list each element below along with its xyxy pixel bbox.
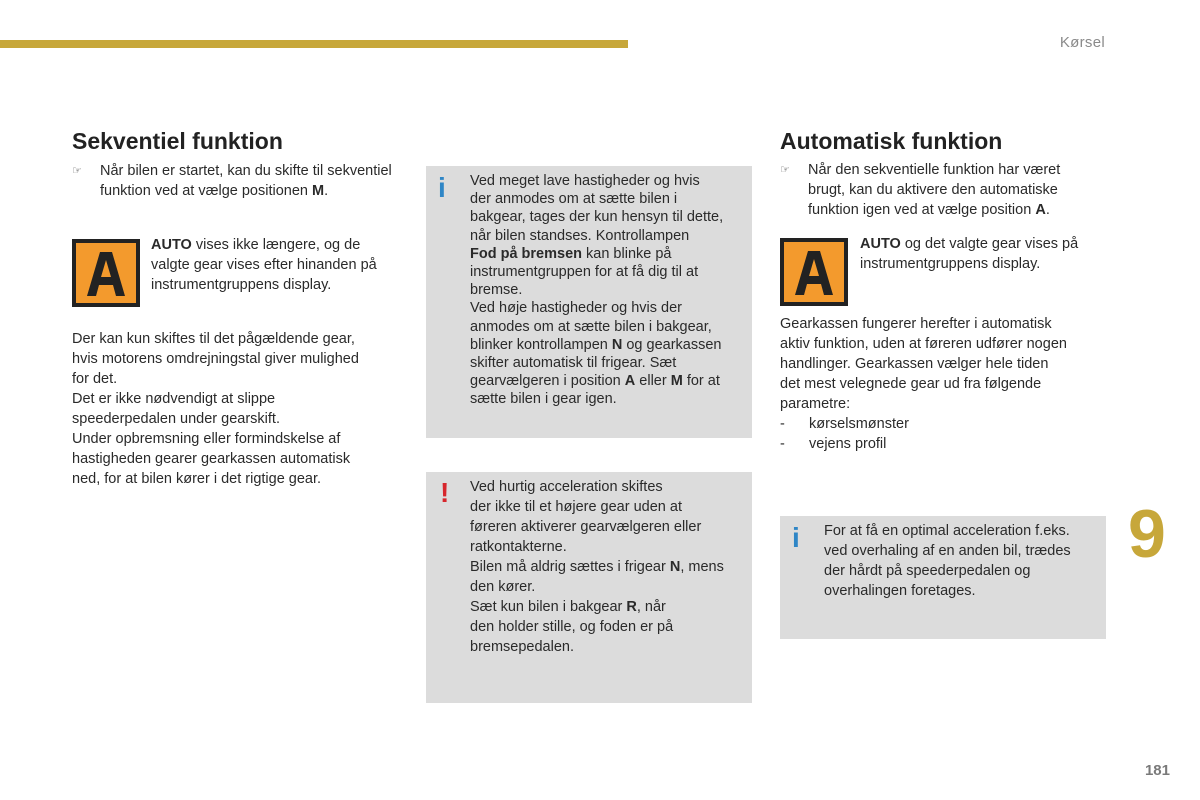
info-box-text: Ved meget lave hastigheder og hvis der anmodes om at sætte bilen i bakgear, tages der kun hensyn til dette, når bilen standses. Kontrollampen Fod på bremsen kan blinke på instrumentgruppen for at få dig til at bremse. Ved høje hastigheder og hvis der anmodes om at sætte bilen i bakgear, blinker kontrollampen N og gearkassen skifter automatisk til frigear. Sæt gearvælgeren i position A eller M for at sætte bilen i gear igen. [470,173,724,408]
info-box [426,166,752,438]
list-item: - kørselsmønster [780,416,909,432]
info-icon: i [438,172,446,203]
list-item: - vejens profil [780,436,887,452]
section-label: Kørsel [1059,34,1105,51]
chapter-number: 9 [1128,496,1166,572]
left-bullet-text: Når bilen er startet, kan du skifte til sekventiel funktion ved at vælge positionen M. [100,163,392,199]
right-auto-note: AUTO og det valgte gear vises på instrumentgruppens display. [860,236,1079,272]
warning-icon: ! [440,477,450,508]
pointing-hand-icon: ☞ [780,164,790,176]
right-bullet [780,160,1060,220]
right-info-box-text: For at få en optimal acceleration f.eks. ved overhaling af en anden bil, trædes der hårdt på speederpedalen og overhalingen foretages. [824,523,1071,599]
auto-mode-a-icon [780,238,848,306]
left-bullet [72,161,392,201]
warning-box [426,472,752,703]
right-bullet-text: Når den sekventielle funktion har været brugt, kan du aktivere den automatiske funktion igen ved at vælge position A. [808,162,1061,218]
warning-box-text: Ved hurtig acceleration skiftes der ikke til et højere gear uden at føreren aktiverer gearvælgeren eller ratkontakterne. Bilen må aldrig sættes i frigear N, mens den kører. Sæt kun bilen i bakgear R, når den holder stille, og foden er på bremsepedalen. [470,479,724,655]
page-number: 181 [1144,762,1170,779]
right-info-box [780,516,1106,639]
left-auto-note: AUTO vises ikke længere, og de valgte gear vises efter hinanden på instrumentgruppens display. [151,237,377,293]
right-body-text: Gearkassen fungerer herefter i automatisk aktiv funktion, uden at føreren udfører nogen handlinger. Gearkassen vælger hele tiden det mest velegnede gear ud fra følgende parametre: - kørselsmønster - vejens profil [780,316,1067,452]
auto-mode-a-icon [72,239,140,307]
right-section-title: Automatisk funktion [780,128,1003,154]
pointing-hand-icon: ☞ [72,165,82,177]
left-section-title: Sekventiel funktion [72,128,283,154]
left-body-text: Der kan kun skiftes til det pågældende gear, hvis motorens omdrejningstal giver mulighed for det. Det er ikke nødvendigt at slippe speederpedalen under gearskift. Under opbremsning eller formindskelse af hastigheden gearer gearkassen automatisk ned, for at bilen kører i det rigtige gear. [72,331,359,487]
header-accent-bar [0,40,628,48]
info-icon: i [792,522,800,553]
